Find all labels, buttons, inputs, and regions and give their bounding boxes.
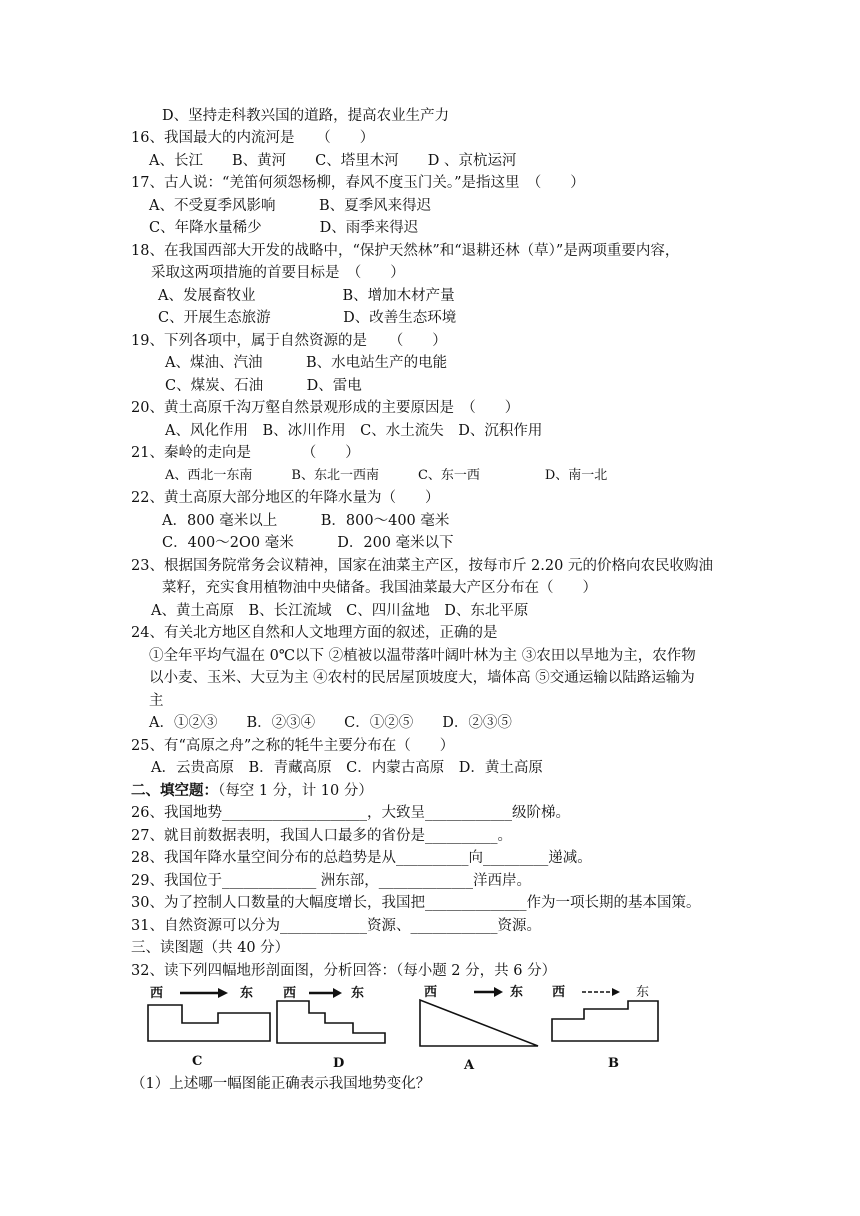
q24-statement-1: ①全年平均气温在 0℃以下 ②植被以温带落叶阔叶林为主 ③农田以旱地为主，农作物 (149, 648, 696, 664)
q16-options: A、长江 B、黄河 C、塔里木河 D 、京杭运河 (149, 153, 517, 169)
q18-stem: 18、在我国西部大开发的战略中，“保护天然林”和“退耕还林（草）”是两项重要内容， (131, 243, 680, 259)
q27: 27、就目前数据表明，我国人口最多的省份是__________。 (131, 828, 512, 844)
q21-options: A、西北一东南 B、东北一西南 C、东一西 D、南一北 (165, 468, 608, 483)
q19-stem: 19、下列各项中，属于自然资源的是 （ ） (131, 333, 447, 349)
profile-figure-c (140, 983, 275, 1073)
figure-label-c: C (192, 1054, 203, 1069)
west-label: 西 (552, 985, 566, 1000)
terrain-profile-a (420, 1000, 538, 1046)
q30: 30、为了控制人口数量的大幅度增长，我国把______________作为一项长期的基本国策。 (131, 895, 701, 911)
q23-stem: 23、根据国务院常务会议精神，国家在油菜主产区，按每市斤 2.20 元的价格向农民收购油 (131, 558, 713, 574)
terrain-profile-d (277, 1001, 385, 1043)
q22-options-ab: A．800 毫米以上 B．800～400 毫米 (162, 513, 450, 529)
east-label: 东 (351, 986, 365, 1001)
q29: 29、我国位于_____________ 洲东部，_____________洋西岸。 (131, 873, 532, 889)
q28: 28、我国年降水量空间分布的总趋势是从__________向_________递减。 (131, 850, 592, 866)
east-label: 东 (510, 985, 524, 1000)
q21-stem: 21、秦岭的走向是 （ ） (131, 445, 360, 461)
q15-option-d: D、坚持走科教兴国的道路，提高农业生产力 (162, 108, 450, 124)
q22-options-cd: C．400～2O0 毫米 D．200 毫米以下 (162, 535, 454, 551)
q24-statement-3: 主 (149, 693, 164, 709)
q23-options: A、黄土高原 B、长江流域 C、四川盆地 D、东北平原 (151, 603, 529, 619)
section-2-title: 二、填空题： (131, 782, 218, 799)
q26: 26、我国地势____________________，大致呈____________级阶梯。 (131, 805, 570, 821)
q18-stem-cont: 采取这两项措施的首要目标是 （ ） (151, 265, 405, 281)
q24-statement-2: 以小麦、玉米、大豆为主 ④农村的民居屋顶坡度大，墙体高 ⑤交通运输以陆路运输为 (149, 670, 695, 686)
q31: 31、自然资源可以分为____________资源、____________资源。 (131, 918, 541, 934)
section-2-points: （每空 1 分，计 10 分） (218, 783, 373, 799)
q17-options-ab: A、不受夏季风影响 B、夏季风来得迟 (149, 198, 432, 214)
q25-options: A．云贵高原 B．青藏高原 C．内蒙古高原 D．黄土高原 (151, 760, 543, 776)
arrow-head-icon (494, 987, 503, 997)
q19-options-ab: A、煤油、汽油 B、水电站生产的电能 (165, 355, 448, 371)
profile-figure-a (418, 983, 543, 1073)
q19-options-cd: C、煤炭、石油 D、雷电 (165, 378, 362, 394)
section-2-heading (131, 781, 373, 801)
profile-figure-b (548, 983, 668, 1073)
arrow-head-icon (612, 988, 620, 996)
east-label: 东 (636, 985, 650, 1000)
q32-stem: 32、读下列四幅地形剖面图，分析回答：（每小题 2 分，共 6 分） (131, 963, 557, 979)
west-label: 西 (150, 986, 164, 1001)
figure-label-a: A (464, 1058, 475, 1073)
west-label: 西 (424, 985, 438, 1000)
q23-stem-cont: 菜籽，充实食用植物油中央储备。我国油菜最大产区分布在（ ） (162, 580, 597, 596)
figure-label-d: D (333, 1056, 345, 1071)
section-3-heading: 三、读图题（共 40 分） (131, 940, 290, 956)
west-label: 西 (283, 986, 297, 1001)
q16-stem: 16、我国最大的内流河是 （ ） (131, 130, 375, 146)
q17-options-cd: C、年降水量稀少 D、雨季来得迟 (149, 220, 419, 236)
q24-stem: 24、有关北方地区自然和人文地理方面的叙述，正确的是 (131, 625, 498, 641)
terrain-profile-c (148, 1005, 270, 1041)
q20-stem: 20、黄土高原千沟万壑自然景观形成的主要原因是 （ ） (131, 400, 520, 416)
q20-options: A、风化作用 B、冰川作用 C、水土流失 D、沉积作用 (165, 423, 543, 439)
figure-label-b: B (608, 1056, 619, 1071)
q22-stem: 22、黄土高原大部分地区的年降水量为（ ） (131, 490, 440, 506)
east-label: 东 (240, 986, 254, 1001)
terrain-profile-b (552, 1001, 658, 1041)
q24-options: A．①②③ B．②③④ C．①②⑤ D．②③⑤ (149, 715, 512, 731)
q32-sub1: （1）上述哪一幅图能正确表示我国地势变化？ (131, 1076, 431, 1092)
q18-options-cd: C、开展生态旅游 D、改善生态环境 (158, 310, 457, 326)
arrow-head-icon (218, 988, 228, 998)
q25-stem: 25、有“高原之舟”之称的牦牛主要分布在（ ） (131, 738, 455, 754)
profile-figure-d (275, 983, 400, 1073)
arrow-head-icon (333, 988, 342, 998)
q17-stem: 17、古人说：“羌笛何须怨杨柳，春风不度玉门关。”是指这里 （ ） (131, 175, 585, 191)
q18-options-ab: A、发展畜牧业 B、增加木材产量 (158, 288, 455, 304)
